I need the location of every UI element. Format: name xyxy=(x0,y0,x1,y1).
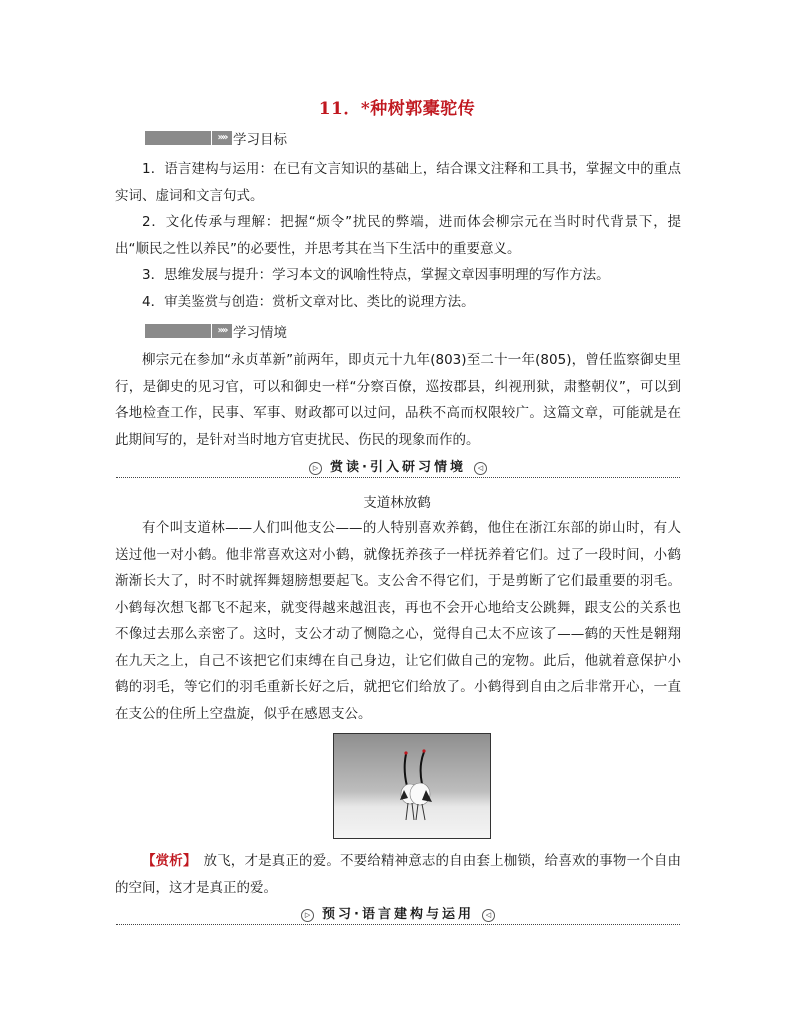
story-paragraph xyxy=(115,515,681,727)
objectives-list xyxy=(115,156,681,315)
section-header-context xyxy=(145,322,287,340)
banner-center xyxy=(116,903,680,922)
play-left-icon: ◁ xyxy=(482,909,495,922)
story-text: 有个叫支道林——人们叫他支公——的人特别喜欢养鹤，他住在浙江东部的峁山时，有人送过他一对小鹤。他非常喜欢这对小鹤，就像抚养孩子一样抚养着它们。过了一段时间，小鹤渐渐长大了，时不时就挥舞翅膀想要起飞。支公舍不得它们，于是剪断了它们最重要的羽毛。小鹤每次想飞都飞不起来，就变得越来越沮丧，再也不会开心地给支公跳舞，跟支公的关系也不像过去那么亲密了。这时，支公才动了恻隐之心，觉得自己太不应该了——鹤的天性是翱翔在九天之上，自己不该把它们束缚在自己身边，让它们做自己的宠物。此后，他就着意保护小鹤的羽毛，等它们的羽毛重新长好之后，就把它们给放了。小鹤得到自由之后非常开心，一直在支公的住所上空盘旋，似乎在感恩支公。 xyxy=(115,520,681,722)
banner-label: 赏读·引入研习情境 xyxy=(330,460,466,475)
banner-center xyxy=(116,456,680,475)
dotted-divider xyxy=(116,477,680,478)
page-title: 11．*种树郭橐驼传 xyxy=(318,99,476,119)
appraisal-tag: 【赏析】 xyxy=(142,853,190,869)
section-heading: 学习情境 xyxy=(233,325,287,341)
objective-item: 1．语言建构与运用：在已有文言知识的基础上，结合课文注释和工具书，掌握文中的重点实词、虚词和文言句式。 xyxy=(115,161,681,204)
crane-image xyxy=(334,734,490,838)
play-right-icon: ▷ xyxy=(301,909,314,922)
dotted-divider xyxy=(116,924,680,925)
context-paragraph xyxy=(115,347,681,453)
section-header-bar xyxy=(145,131,211,145)
context-text: 柳宗元在参加“永贞革新”前两年，即贞元十九年(803)至二十一年(805)，曾任监察御史里行，是御史的见习官，可以和御史一样“分察百僚，巡按郡县，纠视刑狱，肃整朝仪”，可以到各地检查工作，民事、军事、财政都可以过问，品秩不高而权限较广。这篇文章，可能就是在此期间写的，是针对当时地方官吏扰民、伤民的现象而作的。 xyxy=(115,352,681,448)
objective-item: 3．思维发展与提升：学习本文的讽喻性特点，掌握文章因事明理的写作方法。 xyxy=(142,267,610,283)
banner-appreciation xyxy=(116,456,680,480)
banner-label: 预习·语言建构与运用 xyxy=(322,907,474,922)
crane-photo xyxy=(333,733,491,839)
objective-item: 4．审美鉴赏与创造：赏析文章对比、类比的说理方法。 xyxy=(142,293,475,310)
section-header-objectives xyxy=(145,129,287,147)
appraisal-text: 放飞，才是真正的爱。不要给精神意志的自由套上枷锁，给喜欢的事物一个自由的空间，这才是真正的爱。 xyxy=(115,853,682,896)
objective-item: 2．文化传承与理解：把握“烦令”扰民的弊端，进而体会柳宗元在当时时代背景下，提出“顺民之性以养民”的必要性，并思考其在当下生活中的重要意义。 xyxy=(115,214,681,257)
appraisal-paragraph xyxy=(115,848,681,901)
double-chevron-icon: »» xyxy=(212,131,232,145)
section-heading: 学习目标 xyxy=(233,132,287,148)
banner-preview xyxy=(116,903,680,927)
section-header-bar xyxy=(145,324,211,338)
story-title: 支道林放鹤 xyxy=(363,495,431,511)
play-right-icon: ▷ xyxy=(309,462,322,475)
play-left-icon: ◁ xyxy=(474,462,487,475)
double-chevron-icon: »» xyxy=(212,324,232,338)
